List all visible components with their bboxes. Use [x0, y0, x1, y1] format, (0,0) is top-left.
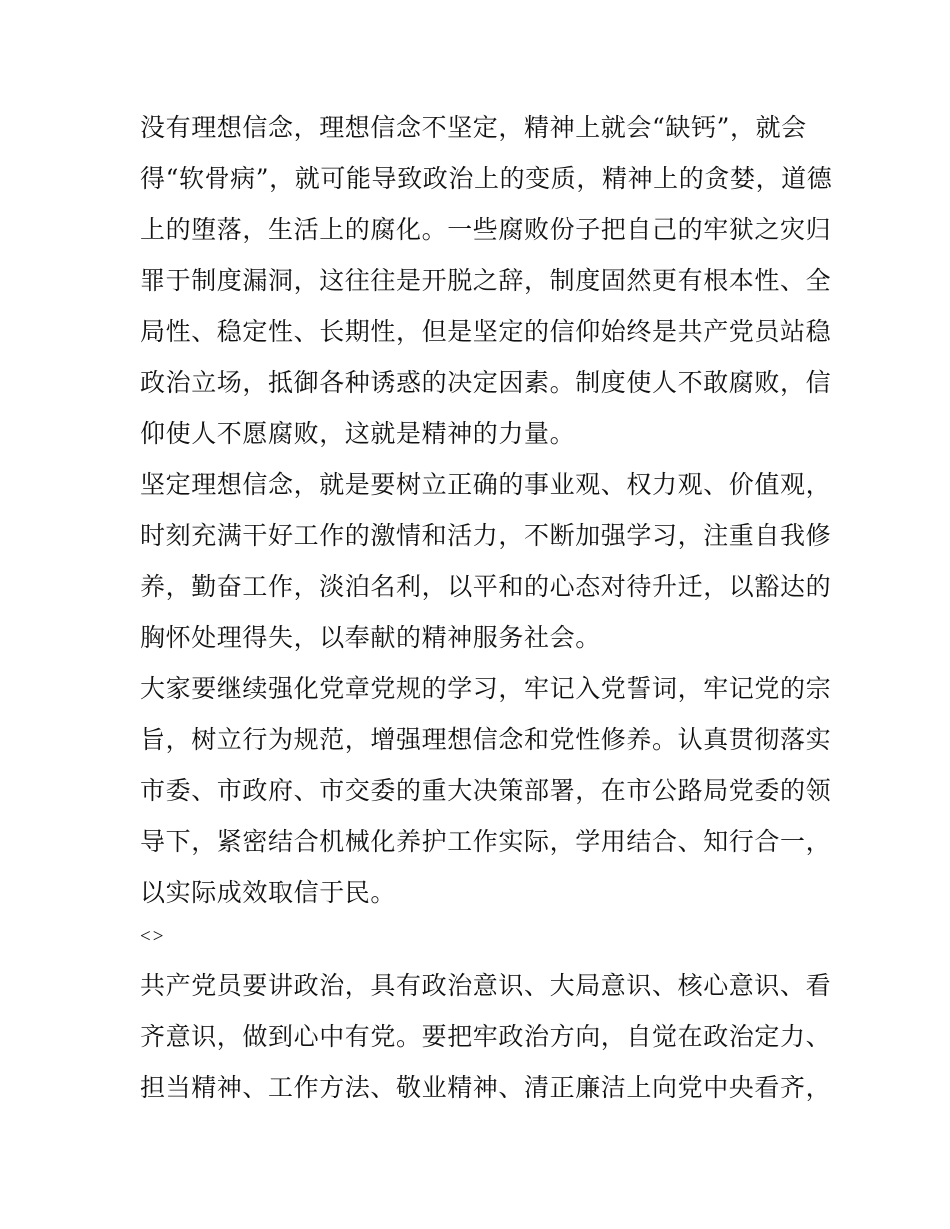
text-line: 坚定理想信念，就是要树立正确的事业观、权力观、价值观， — [140, 470, 832, 499]
text-line: 大家要继续强化党章党规的学习，牢记入党誓词，牢记党的宗 — [140, 674, 832, 703]
text-line: 导下，紧密结合机械化养护工作实际，学用结合、知行合一， — [140, 827, 832, 856]
text-line: 局性、稳定性、长期性，但是坚定的信仰始终是共产党员站稳 — [140, 317, 832, 346]
text-line: 养，勤奋工作，淡泊名利，以平和的心态对待升迁，以豁达的 — [140, 572, 832, 601]
text-line: 担当精神、工作方法、敬业精神、清正廉洁上向党中央看齐， — [140, 1073, 832, 1102]
text-line: 时刻充满干好工作的激情和活力，不断加强学习，注重自我修 — [140, 521, 832, 550]
text-line: 仰使人不愿腐败，这就是精神的力量。 — [140, 419, 576, 448]
text-line: 市委、市政府、市交委的重大决策部署，在市公路局党委的领 — [140, 776, 832, 805]
text-line: 政治立场，抵御各种诱惑的决定因素。制度使人不敢腐败，信 — [140, 368, 832, 397]
text-line: 没有理想信念，理想信念不坚定，精神上就会“缺钙”，就会 — [140, 113, 807, 142]
text-line: 罪于制度漏洞，这往往是开脱之辞，制度固然更有根本性、全 — [140, 266, 832, 295]
text-line: 共产党员要讲政治，具有政治意识、大局意识、核心意识、看 — [140, 971, 832, 1000]
text-line: 旨，树立行为规范，增强理想信念和党性修养。认真贯彻落实 — [140, 725, 832, 754]
text-line: 以实际成效取信于民。 — [140, 878, 397, 907]
text-line: 得“软骨病”，就可能导致政治上的变质，精神上的贪婪，道德 — [140, 164, 833, 193]
section-marker: <> — [140, 926, 166, 947]
text-line: 齐意识，做到心中有党。要把牢政治方向，自觉在政治定力、 — [140, 1022, 832, 1051]
text-line: 胸怀处理得失，以奉献的精神服务社会。 — [140, 623, 601, 652]
text-line: 上的堕落，生活上的腐化。一些腐败份子把自己的牢狱之灾归 — [140, 215, 832, 244]
